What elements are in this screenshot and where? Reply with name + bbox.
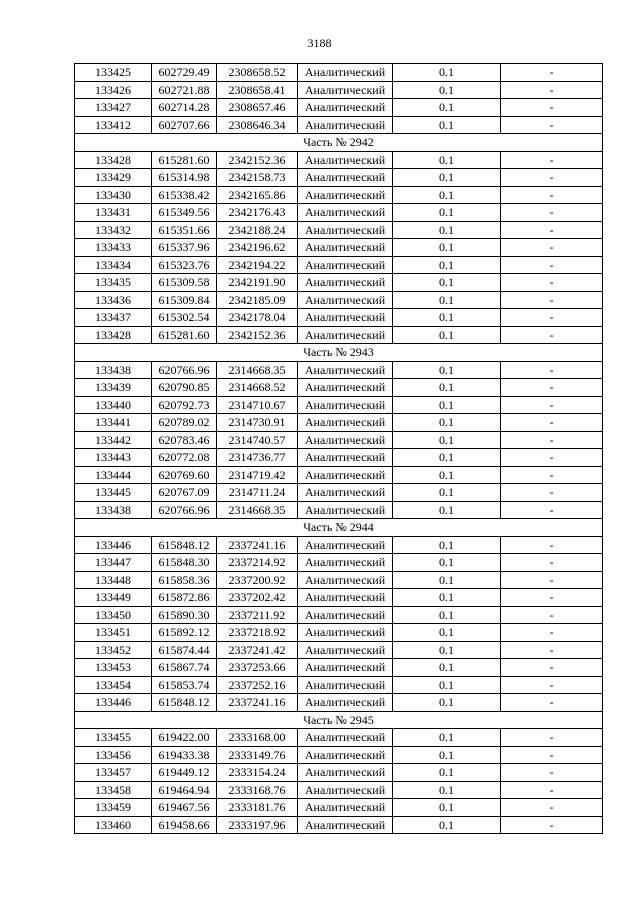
accuracy-cell: 0.1 xyxy=(393,379,501,397)
section-header-row xyxy=(75,134,603,152)
table-row xyxy=(75,396,603,414)
point-id-cell: 133427 xyxy=(75,99,152,117)
y-coordinate-cell: 2308658.41 xyxy=(217,81,298,99)
accuracy-cell: 0.1 xyxy=(393,676,501,694)
y-coordinate-cell: 2337214.92 xyxy=(217,554,298,572)
method-cell: Аналитический xyxy=(298,764,393,782)
method-cell: Аналитический xyxy=(298,746,393,764)
x-coordinate-cell: 615337.96 xyxy=(152,239,217,257)
note-cell: - xyxy=(501,396,603,414)
y-coordinate-cell: 2337241.16 xyxy=(217,694,298,712)
accuracy-cell: 0.1 xyxy=(393,536,501,554)
page-number: 3188 xyxy=(307,36,332,50)
accuracy-cell: 0.1 xyxy=(393,641,501,659)
method-cell: Аналитический xyxy=(298,676,393,694)
method-cell: Аналитический xyxy=(298,274,393,292)
y-coordinate-cell: 2314740.57 xyxy=(217,431,298,449)
x-coordinate-cell: 615848.30 xyxy=(152,554,217,572)
x-coordinate-cell: 615890.30 xyxy=(152,606,217,624)
table-row xyxy=(75,676,603,694)
table-row xyxy=(75,694,603,712)
point-id-cell: 133453 xyxy=(75,659,152,677)
accuracy-cell: 0.1 xyxy=(393,799,501,817)
table-row xyxy=(75,764,603,782)
point-id-cell: 133446 xyxy=(75,536,152,554)
table-row xyxy=(75,169,603,187)
x-coordinate-cell: 602729.49 xyxy=(152,64,217,82)
note-cell: - xyxy=(501,694,603,712)
x-coordinate-cell: 620783.46 xyxy=(152,431,217,449)
note-cell: - xyxy=(501,204,603,222)
point-id-cell: 133448 xyxy=(75,571,152,589)
point-id-cell: 133426 xyxy=(75,81,152,99)
point-id-cell: 133454 xyxy=(75,676,152,694)
y-coordinate-cell: 2337202.42 xyxy=(217,589,298,607)
note-cell: - xyxy=(501,484,603,502)
table-row xyxy=(75,729,603,747)
accuracy-cell: 0.1 xyxy=(393,169,501,187)
accuracy-cell: 0.1 xyxy=(393,396,501,414)
method-cell: Аналитический xyxy=(298,81,393,99)
point-id-cell: 133456 xyxy=(75,746,152,764)
table-row xyxy=(75,501,603,519)
y-coordinate-cell: 2314730.91 xyxy=(217,414,298,432)
table-row xyxy=(75,589,603,607)
table-row xyxy=(75,361,603,379)
table-row xyxy=(75,554,603,572)
y-coordinate-cell: 2333149.76 xyxy=(217,746,298,764)
y-coordinate-cell: 2342152.36 xyxy=(217,151,298,169)
note-cell: - xyxy=(501,151,603,169)
point-id-cell: 133455 xyxy=(75,729,152,747)
table-row xyxy=(75,746,603,764)
point-id-cell: 133428 xyxy=(75,326,152,344)
method-cell: Аналитический xyxy=(298,536,393,554)
x-coordinate-cell: 619422.00 xyxy=(152,729,217,747)
y-coordinate-cell: 2314668.35 xyxy=(217,361,298,379)
table-row xyxy=(75,204,603,222)
accuracy-cell: 0.1 xyxy=(393,204,501,222)
table-row xyxy=(75,151,603,169)
x-coordinate-cell: 620772.08 xyxy=(152,449,217,467)
y-coordinate-cell: 2337218.92 xyxy=(217,624,298,642)
note-cell: - xyxy=(501,589,603,607)
accuracy-cell: 0.1 xyxy=(393,571,501,589)
note-cell: - xyxy=(501,239,603,257)
method-cell: Аналитический xyxy=(298,501,393,519)
point-id-cell: 133436 xyxy=(75,291,152,309)
y-coordinate-cell: 2308646.34 xyxy=(217,116,298,134)
table-row xyxy=(75,431,603,449)
y-coordinate-cell: 2342152.36 xyxy=(217,326,298,344)
x-coordinate-cell: 615323.76 xyxy=(152,256,217,274)
table-row xyxy=(75,606,603,624)
note-cell: - xyxy=(501,641,603,659)
accuracy-cell: 0.1 xyxy=(393,659,501,677)
x-coordinate-cell: 615351.66 xyxy=(152,221,217,239)
accuracy-cell: 0.1 xyxy=(393,466,501,484)
accuracy-cell: 0.1 xyxy=(393,151,501,169)
y-coordinate-cell: 2342178.04 xyxy=(217,309,298,327)
accuracy-cell: 0.1 xyxy=(393,64,501,82)
table-row xyxy=(75,116,603,134)
y-coordinate-cell: 2333181.76 xyxy=(217,799,298,817)
table-row xyxy=(75,256,603,274)
accuracy-cell: 0.1 xyxy=(393,431,501,449)
point-id-cell: 133428 xyxy=(75,151,152,169)
note-cell: - xyxy=(501,816,603,834)
point-id-cell: 133435 xyxy=(75,274,152,292)
table-row xyxy=(75,239,603,257)
accuracy-cell: 0.1 xyxy=(393,291,501,309)
point-id-cell: 133438 xyxy=(75,361,152,379)
method-cell: Аналитический xyxy=(298,379,393,397)
note-cell: - xyxy=(501,571,603,589)
method-cell: Аналитический xyxy=(298,396,393,414)
x-coordinate-cell: 602714.28 xyxy=(152,99,217,117)
y-coordinate-cell: 2342194.22 xyxy=(217,256,298,274)
y-coordinate-cell: 2342185.09 xyxy=(217,291,298,309)
x-coordinate-cell: 619433.38 xyxy=(152,746,217,764)
x-coordinate-cell: 620766.96 xyxy=(152,361,217,379)
note-cell: - xyxy=(501,554,603,572)
section-label: Часть № 2944 xyxy=(75,519,603,537)
point-id-cell: 133452 xyxy=(75,641,152,659)
accuracy-cell: 0.1 xyxy=(393,554,501,572)
method-cell: Аналитический xyxy=(298,239,393,257)
section-header-row xyxy=(75,519,603,537)
y-coordinate-cell: 2337241.42 xyxy=(217,641,298,659)
table-row xyxy=(75,309,603,327)
accuracy-cell: 0.1 xyxy=(393,239,501,257)
note-cell: - xyxy=(501,501,603,519)
y-coordinate-cell: 2342176.43 xyxy=(217,204,298,222)
coordinates-table-body xyxy=(75,64,603,834)
y-coordinate-cell: 2342165.86 xyxy=(217,186,298,204)
accuracy-cell: 0.1 xyxy=(393,746,501,764)
method-cell: Аналитический xyxy=(298,816,393,834)
x-coordinate-cell: 615867.74 xyxy=(152,659,217,677)
y-coordinate-cell: 2314711.24 xyxy=(217,484,298,502)
point-id-cell: 133439 xyxy=(75,379,152,397)
table-row xyxy=(75,221,603,239)
note-cell: - xyxy=(501,221,603,239)
coordinates-table xyxy=(74,63,603,834)
x-coordinate-cell: 602721.88 xyxy=(152,81,217,99)
point-id-cell: 133451 xyxy=(75,624,152,642)
accuracy-cell: 0.1 xyxy=(393,326,501,344)
note-cell: - xyxy=(501,64,603,82)
accuracy-cell: 0.1 xyxy=(393,81,501,99)
y-coordinate-cell: 2337253.66 xyxy=(217,659,298,677)
x-coordinate-cell: 619464.94 xyxy=(152,781,217,799)
x-coordinate-cell: 619467.56 xyxy=(152,799,217,817)
table-row xyxy=(75,571,603,589)
point-id-cell: 133441 xyxy=(75,414,152,432)
note-cell: - xyxy=(501,169,603,187)
note-cell: - xyxy=(501,379,603,397)
y-coordinate-cell: 2342158.73 xyxy=(217,169,298,187)
x-coordinate-cell: 615848.12 xyxy=(152,536,217,554)
section-label: Часть № 2942 xyxy=(75,134,603,152)
note-cell: - xyxy=(501,309,603,327)
note-cell: - xyxy=(501,764,603,782)
method-cell: Аналитический xyxy=(298,449,393,467)
point-id-cell: 133459 xyxy=(75,799,152,817)
method-cell: Аналитический xyxy=(298,781,393,799)
table-row xyxy=(75,799,603,817)
point-id-cell: 133449 xyxy=(75,589,152,607)
point-id-cell: 133434 xyxy=(75,256,152,274)
point-id-cell: 133443 xyxy=(75,449,152,467)
accuracy-cell: 0.1 xyxy=(393,414,501,432)
point-id-cell: 133440 xyxy=(75,396,152,414)
note-cell: - xyxy=(501,676,603,694)
method-cell: Аналитический xyxy=(298,431,393,449)
method-cell: Аналитический xyxy=(298,361,393,379)
table-row xyxy=(75,659,603,677)
y-coordinate-cell: 2333168.76 xyxy=(217,781,298,799)
point-id-cell: 133458 xyxy=(75,781,152,799)
accuracy-cell: 0.1 xyxy=(393,781,501,799)
point-id-cell: 133444 xyxy=(75,466,152,484)
y-coordinate-cell: 2314736.77 xyxy=(217,449,298,467)
method-cell: Аналитический xyxy=(298,589,393,607)
note-cell: - xyxy=(501,274,603,292)
y-coordinate-cell: 2308658.52 xyxy=(217,64,298,82)
x-coordinate-cell: 615874.44 xyxy=(152,641,217,659)
method-cell: Аналитический xyxy=(298,116,393,134)
note-cell: - xyxy=(501,326,603,344)
x-coordinate-cell: 602707.66 xyxy=(152,116,217,134)
method-cell: Аналитический xyxy=(298,659,393,677)
accuracy-cell: 0.1 xyxy=(393,729,501,747)
x-coordinate-cell: 615872.86 xyxy=(152,589,217,607)
accuracy-cell: 0.1 xyxy=(393,484,501,502)
section-header-row xyxy=(75,711,603,729)
y-coordinate-cell: 2337241.16 xyxy=(217,536,298,554)
point-id-cell: 133437 xyxy=(75,309,152,327)
method-cell: Аналитический xyxy=(298,414,393,432)
x-coordinate-cell: 615848.12 xyxy=(152,694,217,712)
table-row xyxy=(75,99,603,117)
accuracy-cell: 0.1 xyxy=(393,99,501,117)
point-id-cell: 133430 xyxy=(75,186,152,204)
accuracy-cell: 0.1 xyxy=(393,816,501,834)
x-coordinate-cell: 615338.42 xyxy=(152,186,217,204)
note-cell: - xyxy=(501,746,603,764)
accuracy-cell: 0.1 xyxy=(393,589,501,607)
y-coordinate-cell: 2314668.35 xyxy=(217,501,298,519)
point-id-cell: 133438 xyxy=(75,501,152,519)
method-cell: Аналитический xyxy=(298,309,393,327)
x-coordinate-cell: 615302.54 xyxy=(152,309,217,327)
accuracy-cell: 0.1 xyxy=(393,186,501,204)
note-cell: - xyxy=(501,466,603,484)
note-cell: - xyxy=(501,414,603,432)
point-id-cell: 133425 xyxy=(75,64,152,82)
x-coordinate-cell: 615309.58 xyxy=(152,274,217,292)
table-row xyxy=(75,274,603,292)
accuracy-cell: 0.1 xyxy=(393,274,501,292)
point-id-cell: 133460 xyxy=(75,816,152,834)
note-cell: - xyxy=(501,799,603,817)
point-id-cell: 133445 xyxy=(75,484,152,502)
y-coordinate-cell: 2308657.46 xyxy=(217,99,298,117)
y-coordinate-cell: 2342191.90 xyxy=(217,274,298,292)
x-coordinate-cell: 620769.60 xyxy=(152,466,217,484)
y-coordinate-cell: 2342196.62 xyxy=(217,239,298,257)
table-row xyxy=(75,781,603,799)
x-coordinate-cell: 615314.98 xyxy=(152,169,217,187)
x-coordinate-cell: 615281.60 xyxy=(152,326,217,344)
x-coordinate-cell: 615853.74 xyxy=(152,676,217,694)
method-cell: Аналитический xyxy=(298,99,393,117)
x-coordinate-cell: 620766.96 xyxy=(152,501,217,519)
point-id-cell: 133450 xyxy=(75,606,152,624)
table-row xyxy=(75,536,603,554)
note-cell: - xyxy=(501,256,603,274)
x-coordinate-cell: 620789.02 xyxy=(152,414,217,432)
accuracy-cell: 0.1 xyxy=(393,116,501,134)
point-id-cell: 133431 xyxy=(75,204,152,222)
note-cell: - xyxy=(501,431,603,449)
section-label: Часть № 2943 xyxy=(75,344,603,362)
section-label: Часть № 2945 xyxy=(75,711,603,729)
table-row xyxy=(75,326,603,344)
note-cell: - xyxy=(501,606,603,624)
method-cell: Аналитический xyxy=(298,204,393,222)
table-row xyxy=(75,484,603,502)
y-coordinate-cell: 2314719.42 xyxy=(217,466,298,484)
point-id-cell: 133412 xyxy=(75,116,152,134)
note-cell: - xyxy=(501,291,603,309)
note-cell: - xyxy=(501,99,603,117)
method-cell: Аналитический xyxy=(298,291,393,309)
method-cell: Аналитический xyxy=(298,256,393,274)
y-coordinate-cell: 2333168.00 xyxy=(217,729,298,747)
method-cell: Аналитический xyxy=(298,624,393,642)
y-coordinate-cell: 2337252.16 xyxy=(217,676,298,694)
method-cell: Аналитический xyxy=(298,186,393,204)
y-coordinate-cell: 2314668.52 xyxy=(217,379,298,397)
x-coordinate-cell: 620792.73 xyxy=(152,396,217,414)
method-cell: Аналитический xyxy=(298,554,393,572)
note-cell: - xyxy=(501,729,603,747)
method-cell: Аналитический xyxy=(298,641,393,659)
x-coordinate-cell: 615892.12 xyxy=(152,624,217,642)
accuracy-cell: 0.1 xyxy=(393,606,501,624)
accuracy-cell: 0.1 xyxy=(393,694,501,712)
method-cell: Аналитический xyxy=(298,571,393,589)
accuracy-cell: 0.1 xyxy=(393,501,501,519)
method-cell: Аналитический xyxy=(298,64,393,82)
x-coordinate-cell: 620790.85 xyxy=(152,379,217,397)
method-cell: Аналитический xyxy=(298,606,393,624)
table-row xyxy=(75,64,603,82)
method-cell: Аналитический xyxy=(298,694,393,712)
note-cell: - xyxy=(501,781,603,799)
point-id-cell: 133442 xyxy=(75,431,152,449)
accuracy-cell: 0.1 xyxy=(393,624,501,642)
x-coordinate-cell: 615349.56 xyxy=(152,204,217,222)
table-row xyxy=(75,291,603,309)
accuracy-cell: 0.1 xyxy=(393,361,501,379)
y-coordinate-cell: 2333154.24 xyxy=(217,764,298,782)
point-id-cell: 133429 xyxy=(75,169,152,187)
x-coordinate-cell: 619449.12 xyxy=(152,764,217,782)
y-coordinate-cell: 2342188.24 xyxy=(217,221,298,239)
point-id-cell: 133433 xyxy=(75,239,152,257)
note-cell: - xyxy=(501,81,603,99)
table-row xyxy=(75,624,603,642)
method-cell: Аналитический xyxy=(298,484,393,502)
y-coordinate-cell: 2333197.96 xyxy=(217,816,298,834)
point-id-cell: 133432 xyxy=(75,221,152,239)
y-coordinate-cell: 2337200.92 xyxy=(217,571,298,589)
table-row xyxy=(75,449,603,467)
note-cell: - xyxy=(501,659,603,677)
point-id-cell: 133446 xyxy=(75,694,152,712)
accuracy-cell: 0.1 xyxy=(393,309,501,327)
table-row xyxy=(75,186,603,204)
x-coordinate-cell: 615309.84 xyxy=(152,291,217,309)
table-row xyxy=(75,379,603,397)
accuracy-cell: 0.1 xyxy=(393,221,501,239)
x-coordinate-cell: 615281.60 xyxy=(152,151,217,169)
y-coordinate-cell: 2337211.92 xyxy=(217,606,298,624)
table-row xyxy=(75,641,603,659)
method-cell: Аналитический xyxy=(298,799,393,817)
x-coordinate-cell: 620767.09 xyxy=(152,484,217,502)
method-cell: Аналитический xyxy=(298,221,393,239)
method-cell: Аналитический xyxy=(298,169,393,187)
method-cell: Аналитический xyxy=(298,151,393,169)
accuracy-cell: 0.1 xyxy=(393,449,501,467)
note-cell: - xyxy=(501,186,603,204)
note-cell: - xyxy=(501,361,603,379)
y-coordinate-cell: 2314710.67 xyxy=(217,396,298,414)
table-row xyxy=(75,816,603,834)
section-header-row xyxy=(75,344,603,362)
x-coordinate-cell: 619458.66 xyxy=(152,816,217,834)
note-cell: - xyxy=(501,449,603,467)
point-id-cell: 133457 xyxy=(75,764,152,782)
x-coordinate-cell: 615858.36 xyxy=(152,571,217,589)
method-cell: Аналитический xyxy=(298,466,393,484)
table-row xyxy=(75,466,603,484)
note-cell: - xyxy=(501,116,603,134)
accuracy-cell: 0.1 xyxy=(393,764,501,782)
method-cell: Аналитический xyxy=(298,326,393,344)
point-id-cell: 133447 xyxy=(75,554,152,572)
table-row xyxy=(75,81,603,99)
note-cell: - xyxy=(501,536,603,554)
accuracy-cell: 0.1 xyxy=(393,256,501,274)
method-cell: Аналитический xyxy=(298,729,393,747)
table-row xyxy=(75,414,603,432)
note-cell: - xyxy=(501,624,603,642)
